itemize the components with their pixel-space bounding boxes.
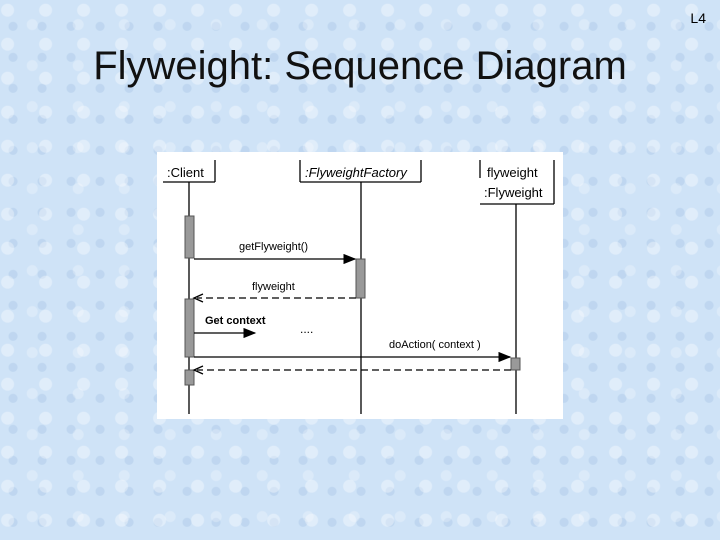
flyweight-object-label-type: :Flyweight [484, 185, 543, 200]
sequence-diagram [157, 152, 563, 419]
client-activation-1 [185, 216, 194, 258]
do-action-label: doAction( context ) [389, 339, 481, 351]
factory-object-label: :FlyweightFactory [305, 165, 407, 180]
sequence-diagram-canvas [157, 152, 563, 419]
client-object-label: :Client [167, 165, 204, 180]
factory-activation [356, 259, 365, 298]
slide-number: L4 [690, 10, 706, 26]
flyweight-return-label: flyweight [252, 281, 295, 293]
client-activation-3 [185, 370, 194, 385]
client-activation-2 [185, 299, 194, 357]
get-flyweight-label: getFlyweight() [239, 241, 309, 253]
flyweight-activation [511, 358, 520, 370]
slide-title: Flyweight: Sequence Diagram [93, 44, 627, 88]
flyweight-object-box [480, 160, 554, 204]
client-object-box [163, 160, 215, 182]
ellipsis-label: .... [300, 322, 314, 336]
factory-object-box [300, 160, 421, 182]
flyweight-object-label-name: flyweight [487, 165, 538, 180]
get-context-label: Get context [205, 315, 266, 327]
